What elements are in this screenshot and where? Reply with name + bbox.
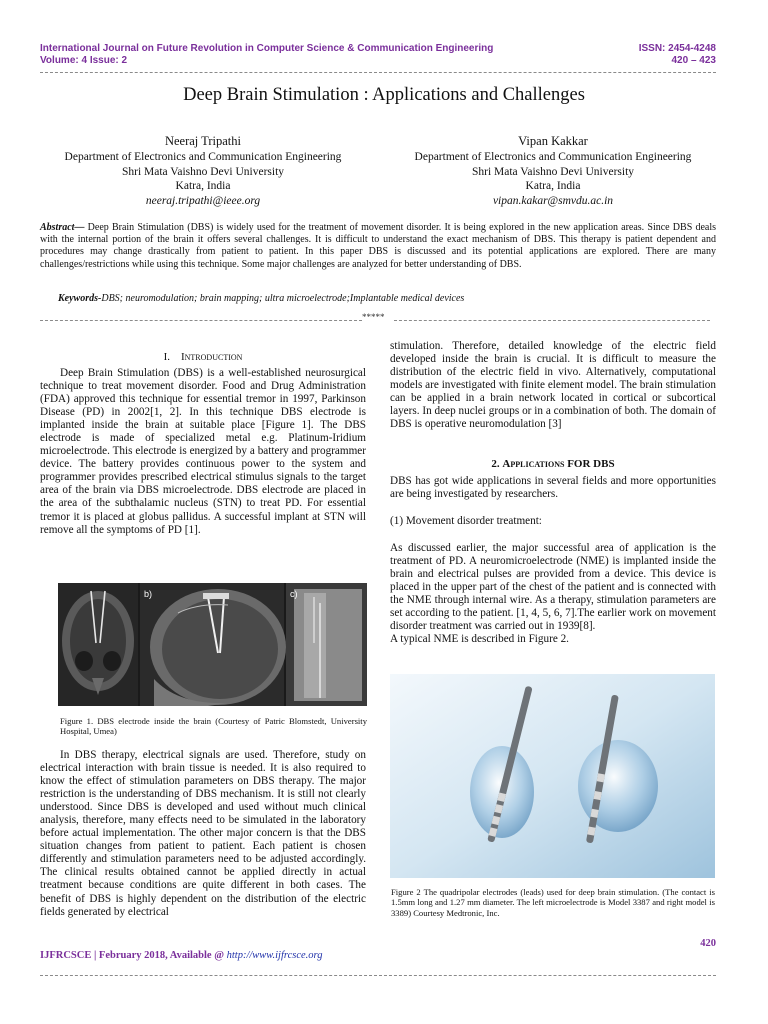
figure-2-image <box>390 674 715 878</box>
section-heading-applications <box>390 458 716 471</box>
subheading-movement-disorder: (1) Movement disorder treatment: <box>390 515 542 527</box>
author-email: neeraj.tripathi@ieee.org <box>145 194 261 207</box>
figure-1-label-b: b) <box>144 589 153 599</box>
footer-citation <box>40 950 322 962</box>
header-divider <box>40 72 716 73</box>
section-title-part-a: Applications <box>502 458 565 470</box>
author-department: Department of Electronics and Communication Engineering <box>414 151 692 163</box>
footer-text: IJFRCSCE | February 2018, Available @ <box>40 950 227 961</box>
figure-1-caption: Figure 1. DBS electrode inside the brain (Courtesy of Patric Blomstedt, University Hospital, Umea) <box>60 716 367 737</box>
author-university: Shri Mata Vaishno Devi University <box>471 165 635 178</box>
page-range: 420 – 423 <box>671 55 716 66</box>
movement-disorder-paragraph: As discussed earlier, the major successful area of application is the treatment of PD. A neuromicroelectrode (NME) is implanted inside the brain and electrical pulses are provided from a device. This device is placed in the upper part of the chest of the patient and is connected with the NME through internal wire. As a therapy, stimulation parameters are set according to the patient. [1, 4, 5, 6, 7].The earlier work on movement disorder treatment was carried out in 1939[8]. A typical NME is described in Figure 2. <box>390 542 716 646</box>
section-number: 2. <box>491 458 500 470</box>
keywords-text: DBS; neuromodulation; brain mapping; ultra microelectrode;Implantable medical devices <box>101 293 465 304</box>
author-university: Shri Mata Vaishno Devi University <box>121 165 285 178</box>
footer-divider <box>40 975 716 976</box>
right-column-paragraph: stimulation. Therefore, detailed knowledge of the electric field developed inside the brain is crucial. It is difficult to measure the distribution of the electric field in vivo. Alternatively, computational models are investigated with finite element model. The brain stimulation can be applied in a brain network located in cortical or subcortical layers. In deep nuclei groups or in a combination of both. The domain of DBS is operative neuromodulation [3] <box>390 340 716 431</box>
keywords <box>58 293 718 305</box>
author-city: Katra, India <box>175 180 231 193</box>
author-block-1 <box>23 132 383 208</box>
footer-url-link[interactable]: http://www.ijfrcsce.org <box>226 950 323 961</box>
issn: ISSN: 2454-4248 <box>638 43 716 54</box>
abstract-label: Abstract— <box>40 222 85 233</box>
divider-stars: ***** <box>362 312 385 322</box>
section-title-part-b: FOR <box>567 458 591 470</box>
intro-paragraph-1: Deep Brain Stimulation (DBS) is a well-established neurosurgical technique to treat movement disorder. Food and Drug Administration (FDA) approved this technique for essential tremor in 1997, Parkinson Disease (PD) in 2002[1, 2]. In this technique DBS electrode is implanted inside the brain at suitable place [Figure 1]. The DBS electrode is made of specialized metal e.g. Platinum-Iridium microelectrode. This electrode is energized by a battery and programmer device. The battery provides continuous power to the system and programmer provides prescribed electrical stimulus signals to the target area of the brain via DBS microelectrode. DBS electrode are placed in the area of the subthalamic nucleus (STN) to treat PD. For essential tremor it is placed at globus pallidus. A successful implant at STN will remove all the symptoms of PD [1]. <box>40 367 366 536</box>
author-name: Neeraj Tripathi <box>164 134 242 148</box>
abstract-text: Deep Brain Stimulation (DBS) is widely used for the treatment of movement disorder. It is being explored in the new application areas. Since DBS deals with the internal portion of the brain it offers several challenges. It is difficult to understand the exact mechanism of DBS. This therapy is patient dependent and procedures may change drastically from patient to patient. In this paper DBS is discussed and its potential applications are explored. There are many challenges/restrictions while using this technique. Some major challenges are analyzed for better understanding of DBS. <box>40 222 716 270</box>
figure-2-caption: Figure 2 The quadripolar electrodes (leads) used for deep brain stimulation. (The contact is 1.5mm long and 1.27 mm diameter. The left microelectrode is Model 3387 and right model is 3389) Courtesy Medtronic, Inc. <box>391 887 715 918</box>
keywords-label: Keywords- <box>58 293 102 304</box>
figure-1-label-c: c) <box>290 589 298 599</box>
section-title-part-c: DBS <box>593 458 615 470</box>
author-city: Katra, India <box>525 180 581 193</box>
author-email: vipan.kakar@smvdu.ac.in <box>492 194 614 207</box>
divider-left <box>40 320 362 321</box>
volume-issue: Volume: 4 Issue: 2 <box>40 55 128 66</box>
intro-paragraph-2: In DBS therapy, electrical signals are used. Therefore, study on electrical interaction with brain tissue is needed. It is also required to know the effect of stimulation parameters on DBS therapy. The major restriction is the understanding of DBS mechanism. It is still not clearly understood. Since DBS is developed and used without much clinical analysis, therefore, many effects need to be simulated in the laboratory before actual implementation. The other major concern is that the DBS situation changes from patient to patient. Each patient is chosen differently and stimulation parameters need to be adjusted accordingly. The clinical results obtained cannot be applied directly in actual treatment because conditions are quite different in both cases. The benefit of DBS is highly dependent on the distribution of the electric fields generated by electrical <box>40 749 366 918</box>
section-title: Introduction <box>180 351 243 363</box>
section-number: I. <box>163 351 170 363</box>
page-number: 420 <box>700 938 716 949</box>
divider-right <box>394 320 710 321</box>
journal-name: International Journal on Future Revolution in Computer Science & Communication Engineering <box>40 43 494 54</box>
author-name: Vipan Kakkar <box>518 134 588 148</box>
applications-paragraph: DBS has got wide applications in several fields and more opportunities are being investigated by researchers. <box>390 475 716 501</box>
author-department: Department of Electronics and Communication Engineering <box>64 151 342 163</box>
abstract <box>40 222 716 271</box>
section-heading-introduction <box>40 351 366 364</box>
author-block-2 <box>373 132 733 208</box>
figure-1-image <box>58 583 367 706</box>
paper-title: Deep Brain Stimulation : Applications and Challenges <box>183 85 585 105</box>
